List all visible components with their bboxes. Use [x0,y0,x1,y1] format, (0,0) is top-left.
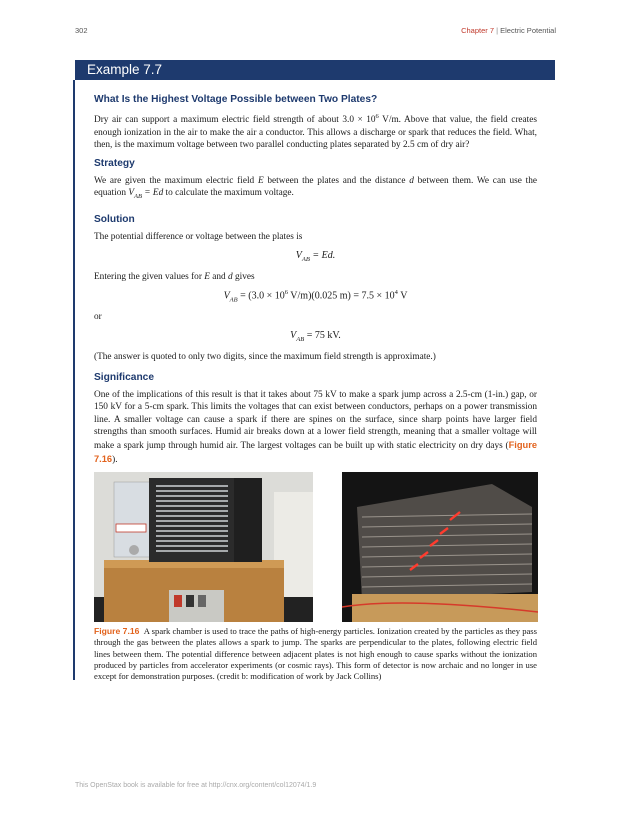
solution-heading: Solution [94,213,135,225]
example-content [94,94,537,682]
significance-heading: Significance [94,371,155,383]
equation-1: $V_{AB} = Ed$. [295,249,336,263]
equation-3: $V_{AB} = 75$ kV. [290,330,341,344]
figure-caption-text: A spark chamber is used to trace the paths of high-energy particles. Ionization created by the particles as they pass through the gas between the plates allows a spark to jump. The sparks are perpendicular to the plates, following electric field lines between them. The potential difference between adjacent plates is not high enough to cause sparks without the ionization produced by particles from accelerator experiments (or cosmic rays). This form of detector is now archaic and no longer in use except for demonstration purposes. (credit b: modification of work by Jack Collins) [94,626,537,681]
solution-or: or [94,312,102,323]
solution-note: (The answer is quoted to only two digits, since the maximum field strength is approximate.) [94,352,436,363]
solution-intro: The potential difference or voltage between the plates is [94,231,303,242]
running-header [461,26,556,35]
footer-text: This OpenStax book is available for free at http://cnx.org/content/col12074/1.9 [75,782,317,789]
figure-images [94,472,537,624]
spark-chamber-photo-a [94,472,313,622]
header-separator: | [494,26,501,35]
page-number: 302 [75,26,88,35]
example-box-rule [73,80,75,680]
spark-chamber-apparatus-illustration [94,472,313,622]
spark-chamber-photo-b [342,472,538,622]
strategy-paragraph: We are given the maximum electric field E between the plates and the distance d between them. We can use the equation $V_{AB} = Ed$ to calculate the maximum voltage. [94,175,537,201]
equation-2: $V_{AB} = (3.0 \times 10^6$ V/m)(0.025 $m) = 7.5 \times 10^4$ V [223,289,408,304]
significance-paragraph: One of the implications of this result is that it takes about 75 kV to make a spark jump across a 2.5-cm (1-in.) gap, or 150 kV for a 5-cm spark. This limits the voltages that can exist between conductors, perhaps on a power transmission line. A smaller voltage can cause a spark if there are spines on the surface, since sharp points have larger field strengths than smooth surfaces. Humid air breaks down at a lower field strength, meaning that a smaller voltage will make a spark jump through humid air. The largest voltages can be built up with static electricity on dry days (Figure 7.16). [94,389,537,465]
question-paragraph: Dry air can support a maximum electric field strength of about $3.0 \times 10^6$ V/m. Above that value, the field creates enough ionization in the air to make the air a conductor. This allows a discharge or spark that reduces the field. What, then, is the maximum voltage between two parallel conducting plates separated by 2.5 cm of dry air? [94,113,538,151]
strategy-heading: Strategy [94,157,135,169]
question-heading: What Is the Highest Voltage Possible between Two Plates? [94,94,378,105]
figure-caption [94,626,537,682]
figure-link[interactable]: Figure 7.16 [94,440,537,464]
chapter-title: Electric Potential [500,26,556,35]
spark-chamber-sparks-illustration [342,472,538,622]
figure-label: Figure 7.16 [94,626,140,637]
example-title: Example 7.7 [75,60,555,80]
solution-entering: Entering the given values for E and d gives [94,271,255,282]
chapter-label: Chapter 7 [461,26,495,35]
